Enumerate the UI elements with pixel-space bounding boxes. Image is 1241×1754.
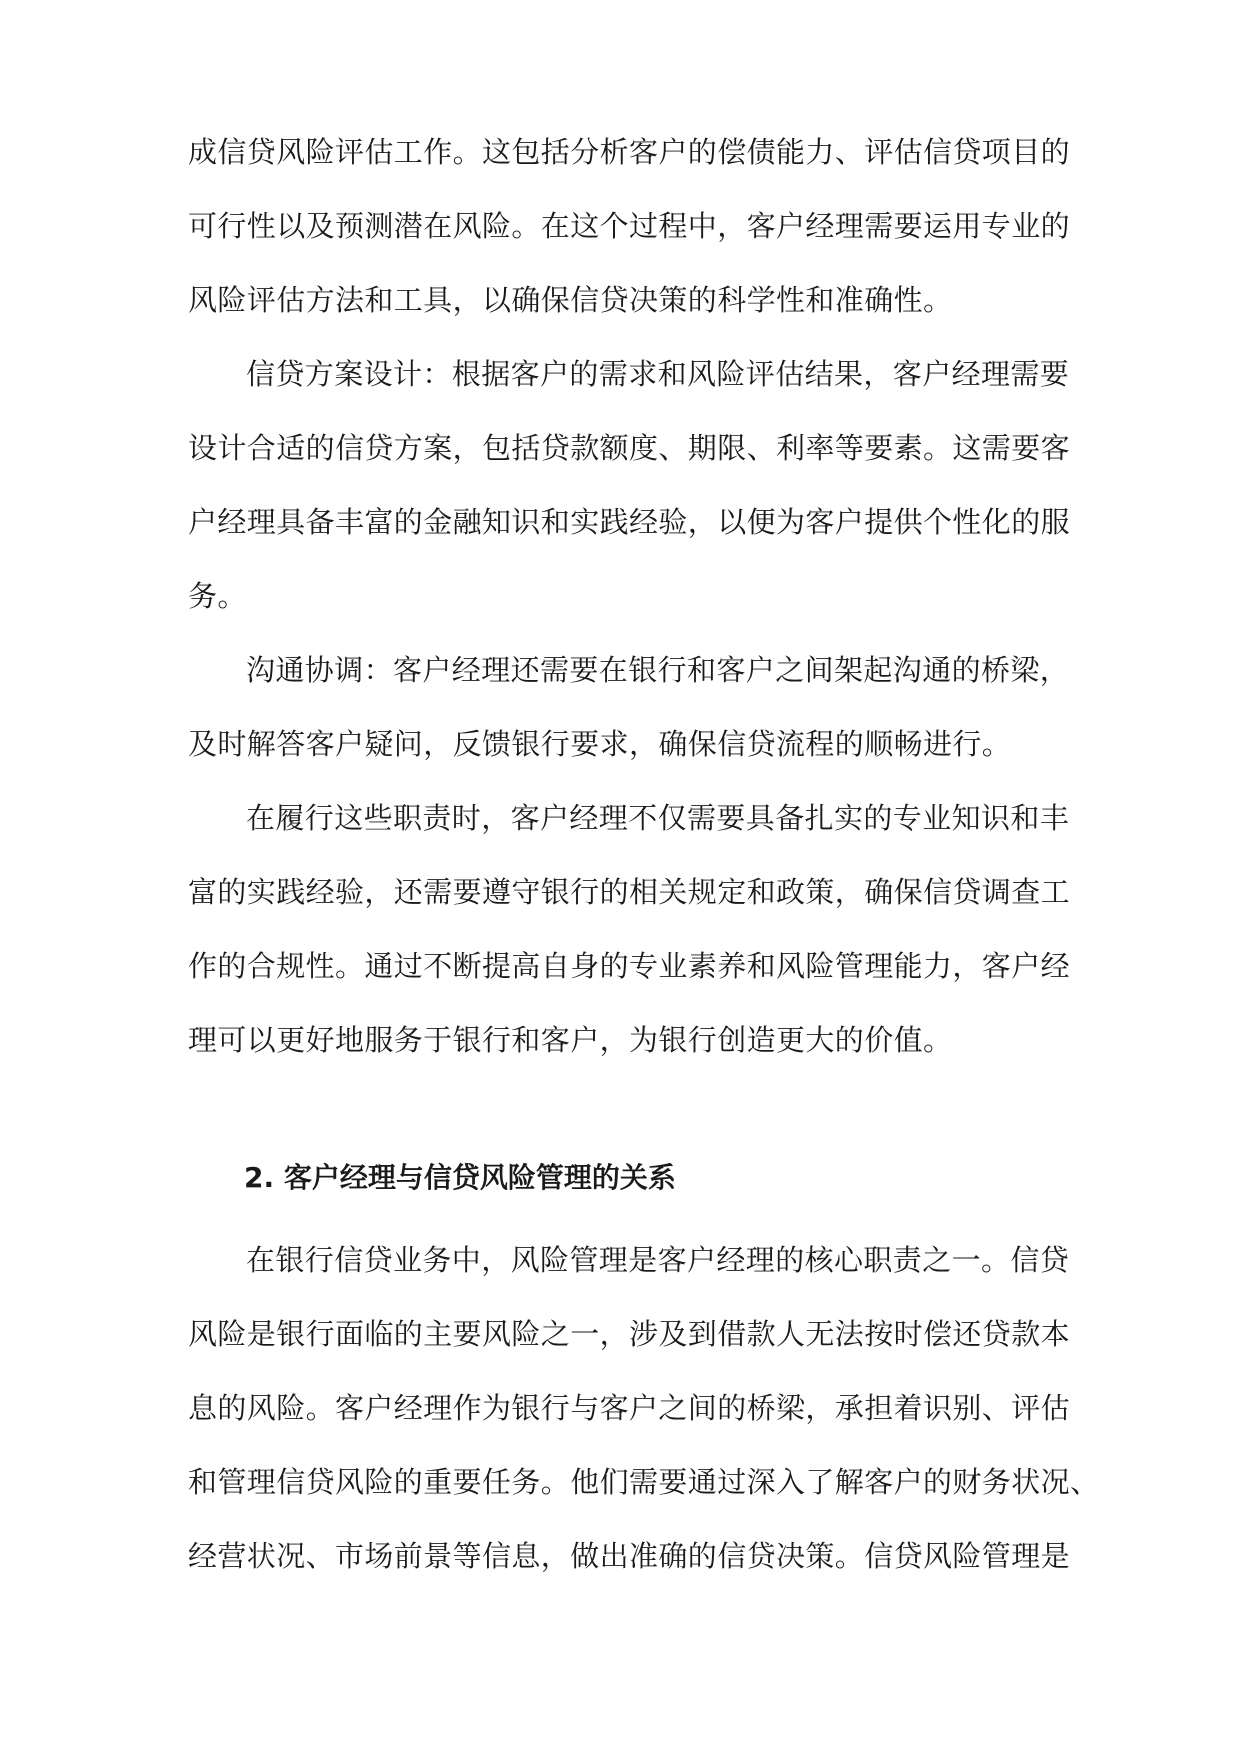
paragraph-1-line-3: 风险评估方法和工具，以确保信贷决策的科学性和准确性。: [188, 283, 953, 317]
paragraph-2-line-3: 户经理具备丰富的金融知识和实践经验，以便为客户提供个性化的服: [188, 505, 1071, 539]
paragraph-4-line-2: 富的实践经验，还需要遵守银行的相关规定和政策，确保信贷调查工: [188, 875, 1071, 909]
paragraph-4-line-4: 理可以更好地服务于银行和客户，为银行创造更大的价值。: [188, 1023, 953, 1057]
section-paragraph-line-4: 和管理信贷风险的重要任务。他们需要通过深入了解客户的财务状况、: [188, 1465, 1100, 1499]
section-paragraph-line-3: 息的风险。客户经理作为银行与客户之间的桥梁，承担着识别、评估: [188, 1391, 1071, 1425]
paragraph-4-line-1: 在履行这些职责时，客户经理不仅需要具备扎实的专业知识和丰: [246, 801, 1070, 835]
section-paragraph-line-5: 经营状况、市场前景等信息，做出准确的信贷决策。信贷风险管理是: [188, 1539, 1071, 1573]
paragraph-3-line-2: 及时解答客户疑问，反馈银行要求，确保信贷流程的顺畅进行。: [188, 727, 1012, 761]
section-paragraph-line-2: 风险是银行面临的主要风险之一，涉及到借款人无法按时偿还贷款本: [188, 1317, 1071, 1351]
paragraph-2-line-1: 信贷方案设计：根据客户的需求和风险评估结果，客户经理需要: [246, 357, 1070, 391]
paragraph-1-line-2: 可行性以及预测潜在风险。在这个过程中，客户经理需要运用专业的: [188, 209, 1071, 243]
paragraph-1-line-1: 成信贷风险评估工作。这包括分析客户的偿债能力、评估信贷项目的: [188, 135, 1071, 169]
section-heading: 2. 客户经理与信贷风险管理的关系: [244, 1161, 676, 1194]
section-paragraph-line-1: 在银行信贷业务中，风险管理是客户经理的核心职责之一。信贷: [246, 1243, 1070, 1277]
paragraph-2-line-4: 务。: [188, 579, 247, 613]
paragraph-3-line-1: 沟通协调：客户经理还需要在银行和客户之间架起沟通的桥梁，: [246, 653, 1070, 687]
paragraph-2-line-2: 设计合适的信贷方案，包括贷款额度、期限、利率等要素。这需要客: [188, 431, 1071, 465]
paragraph-4-line-3: 作的合规性。通过不断提高自身的专业素养和风险管理能力，客户经: [188, 949, 1071, 983]
